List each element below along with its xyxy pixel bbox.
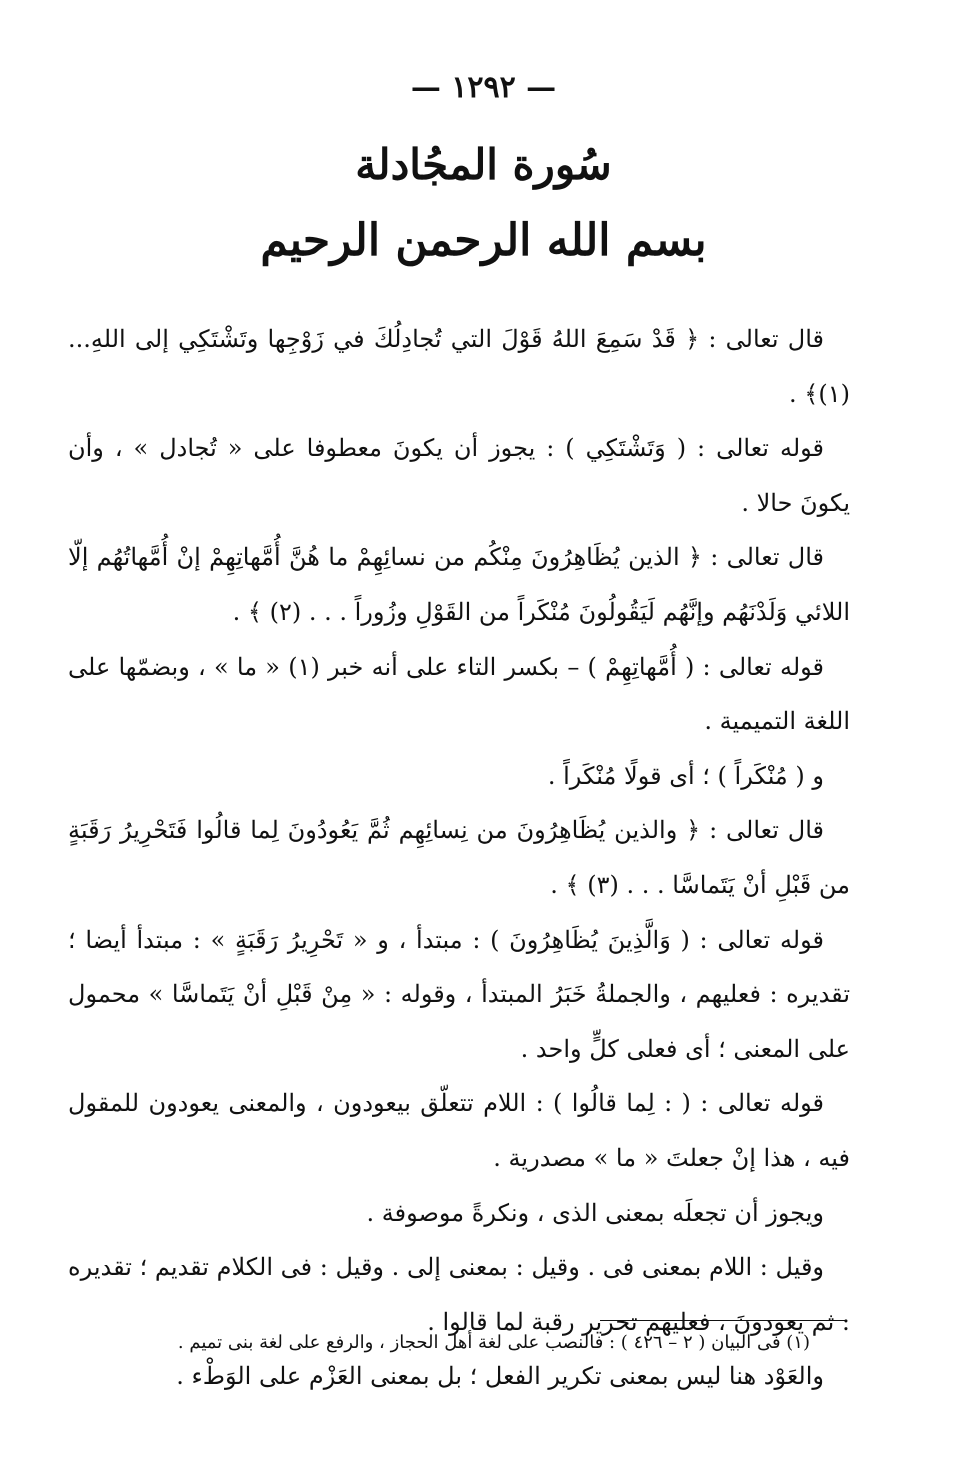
- paragraph: قال تعالى : ﴿ قَدْ سَمِعَ اللهُ قَوْلَ التي تُجادِلُكَ في زَوْجِها وتَشْتَكِي إلى اللهِ...(١)﴾ .: [68, 325, 850, 408]
- main-text: [68, 312, 850, 1404]
- footnote-divider: [600, 1320, 846, 1321]
- paragraph: والعَوْد هنا ليس بمعنى تكرير الفعل ؛ بل بمعنى العَزْم على الوَطْء .: [176, 1362, 824, 1391]
- page-number: — ۱۲۹۲ —: [410, 70, 557, 105]
- paragraph: قال تعالى : ﴿ والذين يُظَاهِرُونَ من نِسائِهِم ثُمَّ يَعُودُونَ لِما قالُوا فَتَحْرِيرُ رَقَبَةٍ من قَبْلِ أنْ يَتَماسَّا . . . (٣) ﴾ .: [68, 816, 850, 899]
- paragraph: قوله تعالى : ( وَتَشْتَكِي ) : يجوز أن يكونَ معطوفا على « تُجادل » ، وأن يكونَ حالا .: [68, 434, 850, 517]
- paragraph: قوله تعالى : ( أُمَّهاتِهِمْ ) – بكسر التاء على أنه خبر (١) « ما » ، وبضمّها على اللغة التميمية .: [68, 652, 850, 736]
- footnote: (١) فى البيان ( ٢ – ٤٢٦ ) : فالنصب على لغة أهل الحجاز ، والرفع على لغة بنى تميم .: [177, 1332, 810, 1353]
- paragraph: ويجوز أن تجعلَه بمعنى الذى ، ونكرةً موصوفة .: [366, 1198, 824, 1227]
- paragraph: وقيل : اللام بمعنى فى . وقيل : بمعنى إلى . وقيل : فى الكلام تقديم ؛ تقديره : ثم يعودونَ ، فعليهم تحرير رقبة لما قالوا .: [68, 1253, 850, 1336]
- paragraph: و ( مُنْكَراً ) ؛ أى قولًا مُنْكَراً .: [547, 761, 824, 790]
- paragraph: قوله تعالى : ( وَالَّذِينَ يُظَاهِرُونَ ) : مبتدأ ، و « تَحْرِيرُ رَقَبَةٍ » : مبتدأ أيضا ؛ تقديره : فعليهم ، والجملةُ خَبَرُ المبتدأ ، وقوله : « مِنْ قَبْلِ أنْ يَتَماسَّا » محمول على المعنى ؛ أى فعلى كلٍّ واحد .: [68, 925, 850, 1063]
- basmala: بسم الله الرحمن الرحيم: [260, 215, 707, 266]
- paragraph: قوله تعالى : ( : لِما قالُوا ) : اللام تتعلّق بيعودون ، والمعنى يعودون للمقول فيه ، هذا إنْ جعلتَ « ما » مصدرية .: [68, 1089, 850, 1172]
- surah-title: سُورة المجُادلة: [355, 140, 612, 189]
- paragraph: قال تعالى : ﴿ الذين يُظَاهِرُونَ مِنْكُم من نسائِهِمْ ما هُنَّ أُمَّهاتِهِمْ إنْ أُمَّهاتُهُم إلّا اللائي وَلَدْنَهُم وإنَّهُم لَيَقُولُونَ مُنْكَراً من القَوْلِ وزُوراً . . . (٢) ﴾ .: [68, 543, 850, 626]
